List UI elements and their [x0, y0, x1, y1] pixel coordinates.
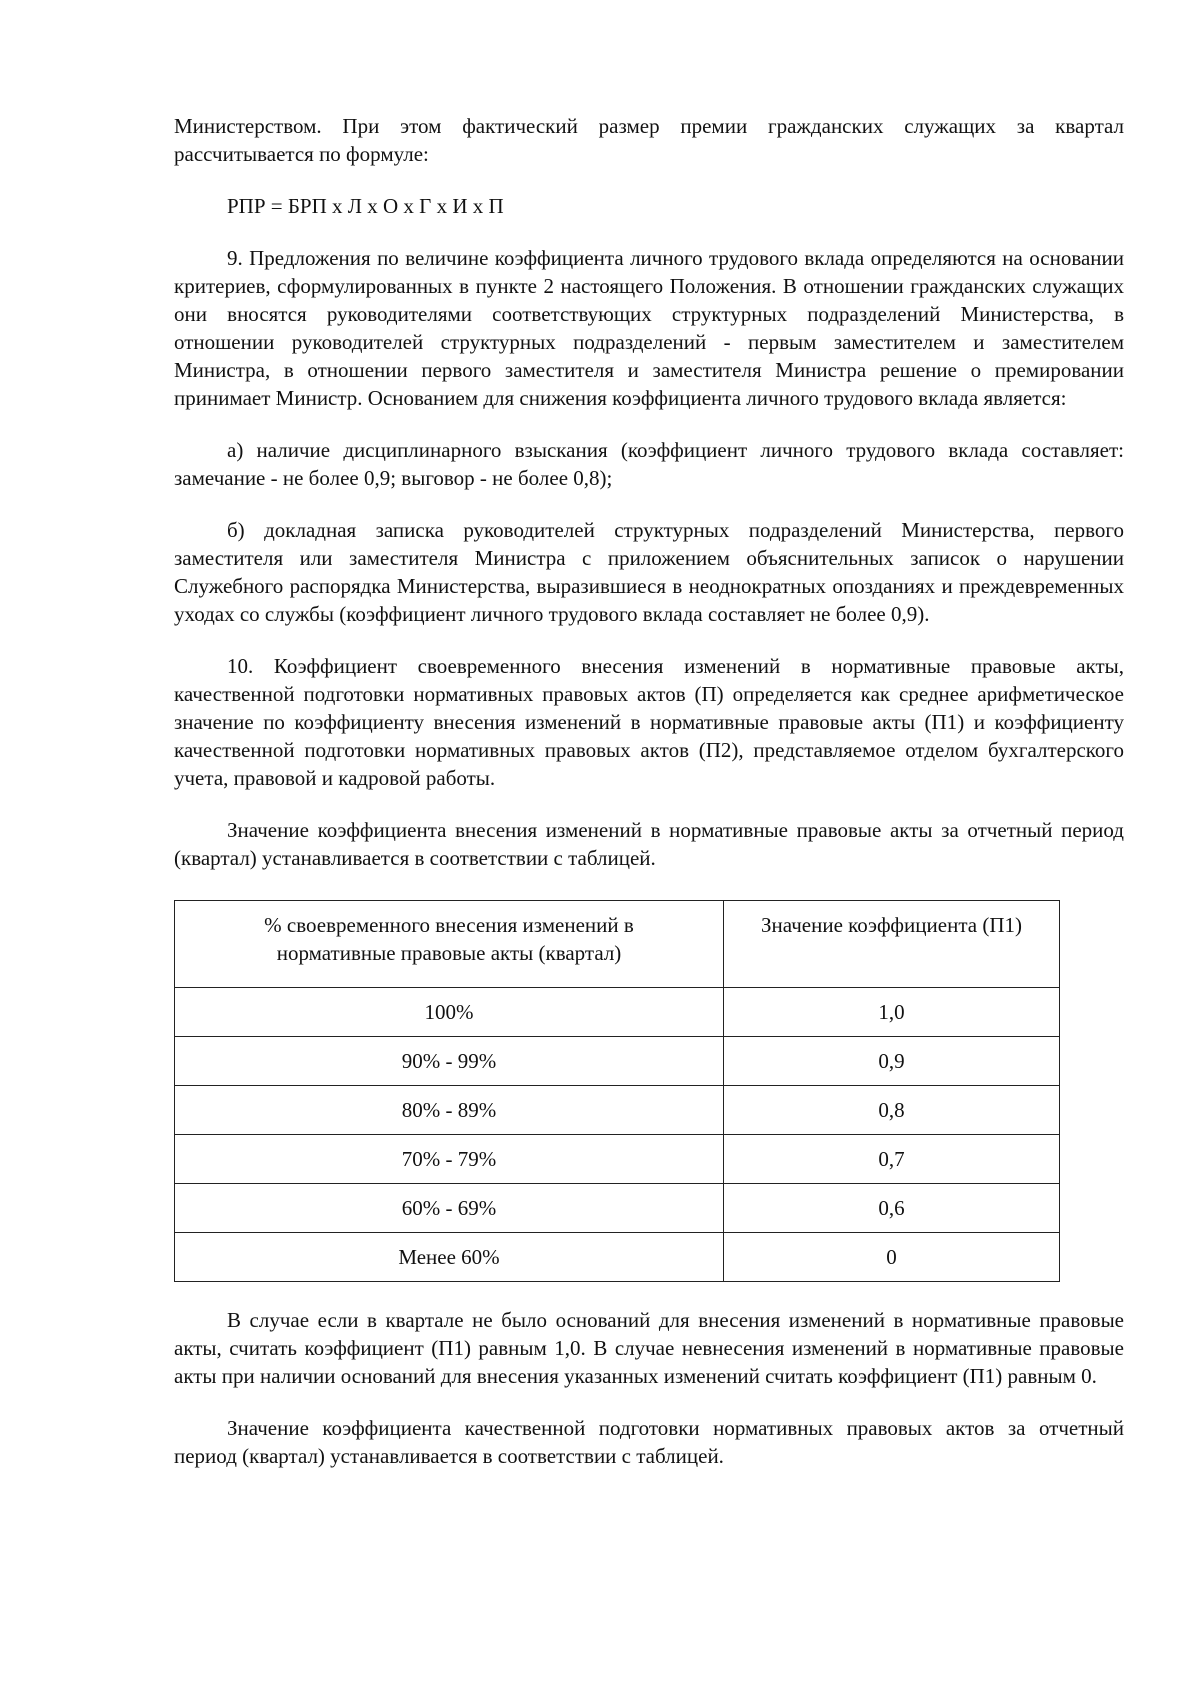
document-page	[174, 112, 1124, 1470]
table-row	[175, 1086, 1060, 1135]
paragraph-item-b: б) докладная записка руководителей структурных подразделений Министерства, первого заместителя или заместителя Министра с приложением объяснительных записок о нарушении Служебного распорядка Министерства, выразившиеся в неоднократных опозданиях и преждевременных уходах со службы (коэффициент личного трудового вклада составляет не более 0,9).	[174, 518, 1124, 626]
paragraph-last: Значение коэффициента качественной подготовки нормативных правовых актов за отчетный период (квартал) устанавливается в соответствии с таблицей.	[174, 1416, 1124, 1468]
formula: РПР = БРП x Л x О x Г x И x П	[227, 194, 504, 218]
table-row	[175, 1135, 1060, 1184]
table-cell-coefficient: 0,8	[724, 1086, 1060, 1135]
table-cell-percent: 90% - 99%	[175, 1037, 724, 1086]
table-row	[175, 1037, 1060, 1086]
table-row	[175, 988, 1060, 1037]
table-cell-coefficient: 0,9	[724, 1037, 1060, 1086]
table-row	[175, 1233, 1060, 1282]
table-row	[175, 1184, 1060, 1233]
table-header-coefficient: Значение коэффициента (П1)	[724, 901, 1060, 988]
table-cell-percent: 60% - 69%	[175, 1184, 724, 1233]
table-header-row	[175, 901, 1060, 988]
paragraph-9: 9. Предложения по величине коэффициента личного трудового вклада определяются на основании критериев, сформулированных в пункте 2 настоящего Положения. В отношении гражданских служащих они вносятся руководителями соответствующих структурных подразделений Министерства, в отношении руководителей структурных подразделений - первым заместителем и заместителем Министра, в отношении первого заместителя и заместителя Министра решение о премировании принимает Министр. Основанием для снижения коэффициента личного трудового вклада является:	[174, 246, 1124, 410]
paragraph-10: 10. Коэффициент своевременного внесения изменений в нормативные правовые акты, качественной подготовки нормативных правовых актов (П) определяется как среднее арифметическое значение по коэффициенту внесения изменений в нормативные правовые акты (П1) и коэффициенту качественной подготовки нормативных правовых актов (П2), представляемое отделом бухгалтерского учета, правовой и кадровой работы.	[174, 654, 1124, 790]
paragraph-table-intro: Значение коэффициента внесения изменений в нормативные правовые акты за отчетный период (квартал) устанавливается в соответствии с таблицей.	[174, 818, 1124, 870]
table-cell-coefficient: 0	[724, 1233, 1060, 1282]
table-cell-percent: 80% - 89%	[175, 1086, 724, 1135]
table-cell-percent: 70% - 79%	[175, 1135, 724, 1184]
table-cell-coefficient: 0,7	[724, 1135, 1060, 1184]
paragraph-after-table: В случае если в квартале не было оснований для внесения изменений в нормативные правовые акты, считать коэффициент (П1) равным 1,0. В случае невнесения изменений в нормативные правовые акты при наличии оснований для внесения указанных изменений считать коэффициент (П1) равным 0.	[174, 1308, 1124, 1388]
table-cell-coefficient: 0,6	[724, 1184, 1060, 1233]
table-cell-coefficient: 1,0	[724, 988, 1060, 1037]
table-cell-percent: 100%	[175, 988, 724, 1037]
table-header-percent: % своевременного внесения изменений в нормативные правовые акты (квартал)	[175, 901, 724, 988]
paragraph-intro: Министерством. При этом фактический размер премии гражданских служащих за квартал рассчитывается по формуле:	[174, 114, 1124, 166]
paragraph-item-a: а) наличие дисциплинарного взыскания (коэффициент личного трудового вклада составляет: замечание - не более 0,9; выговор - не более 0,8);	[174, 438, 1124, 490]
table-cell-percent: Менее 60%	[175, 1233, 724, 1282]
coefficient-table	[174, 900, 1060, 1282]
